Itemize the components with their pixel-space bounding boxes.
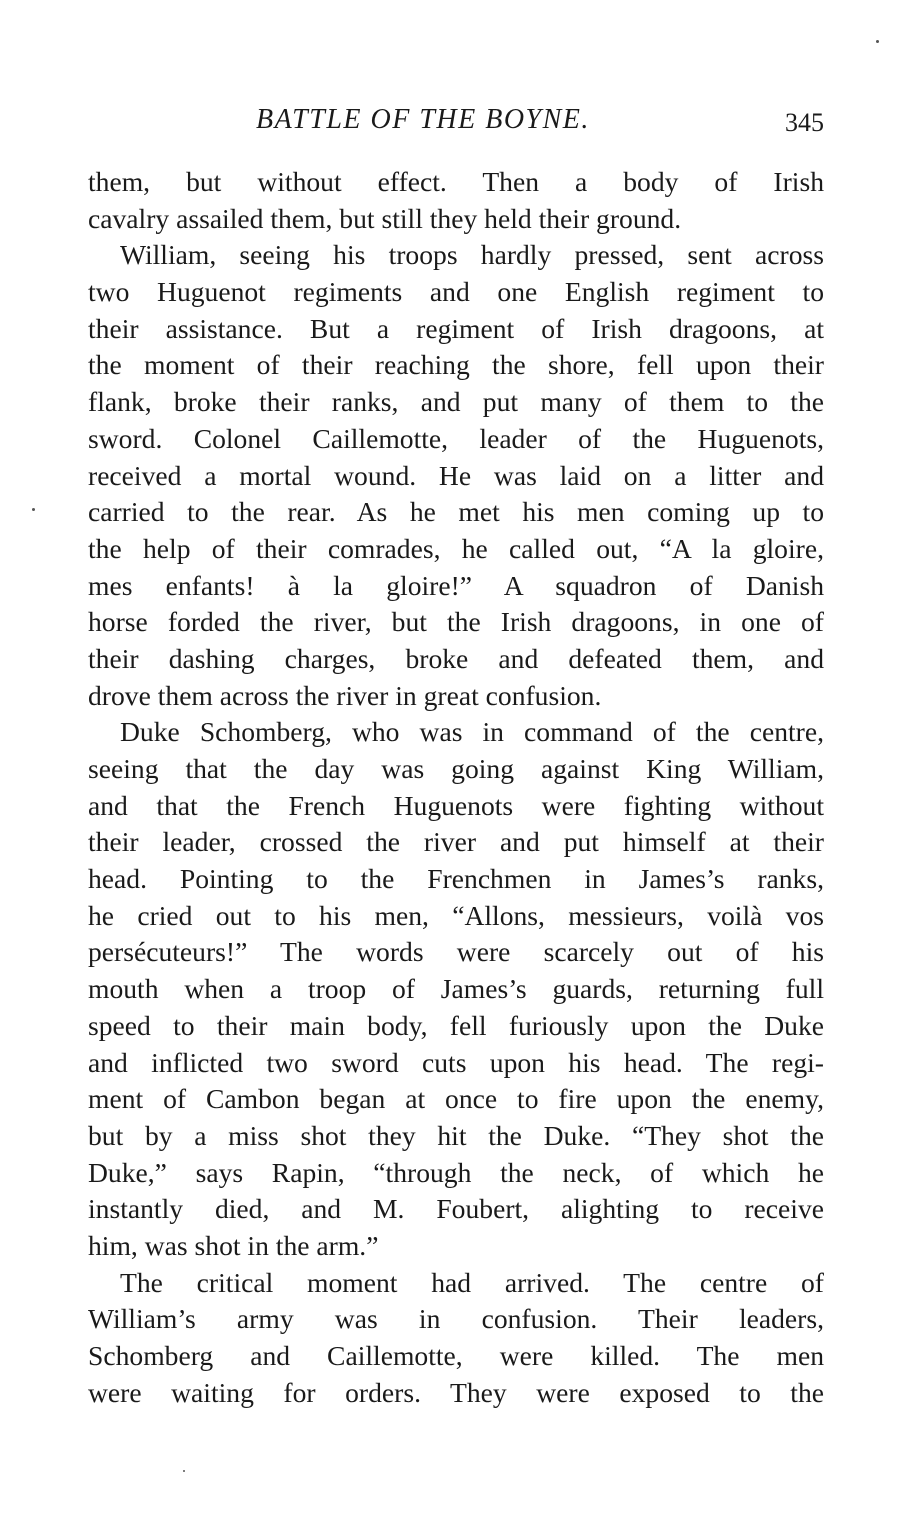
text-line: cavalry assailed them, but still they held their ground. [88, 202, 682, 234]
text-line: and inflicted two sword cuts upon his head. The regi- [88, 1046, 824, 1078]
text-line: Duke,” says Rapin, “through the neck, of which he [88, 1156, 824, 1188]
text-line: their assistance. But a regiment of Irish dragoons, at [88, 312, 824, 344]
text-line: were waiting for orders. They were exposed to the [88, 1376, 824, 1408]
text-line: horse forded the river, but the Irish dragoons, in one of [88, 606, 824, 638]
text-line: them, but without effect. Then a body of Irish [88, 166, 824, 197]
text-line: their leader, crossed the river and put himself at their [88, 826, 824, 858]
scan-speck [32, 508, 35, 511]
text-line: flank, broke their ranks, and put many of them to the [88, 386, 824, 418]
text-line: and that the French Huguenots were fighting without [88, 789, 824, 821]
text-line: two Huguenot regiments and one English regiment to [88, 276, 824, 308]
text-line: but by a miss shot they hit the Duke. “They shot the [88, 1119, 824, 1151]
text-line: he cried out to his men, “Allons, messieurs, voilà vos [88, 899, 824, 931]
text-line: The critical moment had arrived. The centre of [120, 1266, 824, 1298]
text-line: instantly died, and M. Foubert, alighting to receive [88, 1193, 824, 1225]
text-line: Duke Schomberg, who was in command of the centre, [120, 716, 824, 748]
body-text [88, 164, 824, 1411]
text-line: head. Pointing to the Frenchmen in James’s ranks, [88, 863, 824, 895]
text-line: received a mortal wound. He was laid on a litter and [88, 459, 824, 491]
text-line: speed to their main body, fell furiously upon the Duke [88, 1009, 824, 1041]
running-title: BATTLE OF THE BOYNE. [256, 104, 590, 135]
text-line: persécuteurs!” The words were scarcely out of his [88, 936, 824, 968]
text-line: seeing that the day was going against King William, [88, 753, 824, 784]
page-number: 345 [785, 108, 824, 137]
text-line: mouth when a troop of James’s guards, returning full [88, 973, 824, 1005]
text-line: him, was shot in the arm.” [88, 1229, 379, 1261]
text-line: mes enfants! à la gloire!” A squadron of Danish [88, 569, 824, 601]
text-line: the moment of their reaching the shore, fell upon their [88, 349, 824, 381]
scan-speck [876, 40, 879, 43]
text-line: drove them across the river in great confusion. [88, 679, 602, 711]
text-line: sword. Colonel Caillemotte, leader of the Huguenots, [88, 422, 824, 454]
text-line: their dashing charges, broke and defeated them, and [88, 642, 824, 674]
text-line: William, seeing his troops hardly pressed, sent across [120, 239, 824, 271]
text-line: the help of their comrades, he called out, “A la gloire, [88, 532, 824, 564]
text-line: Schomberg and Caillemotte, were killed. The men [88, 1340, 824, 1371]
text-line: carried to the rear. As he met his men coming up to [88, 496, 824, 528]
scan-speck [183, 1470, 185, 1472]
text-line: William’s army was in confusion. Their leaders, [88, 1303, 824, 1335]
running-head [88, 104, 824, 144]
text-line: ment of Cambon began at once to fire upon the enemy, [88, 1083, 824, 1115]
